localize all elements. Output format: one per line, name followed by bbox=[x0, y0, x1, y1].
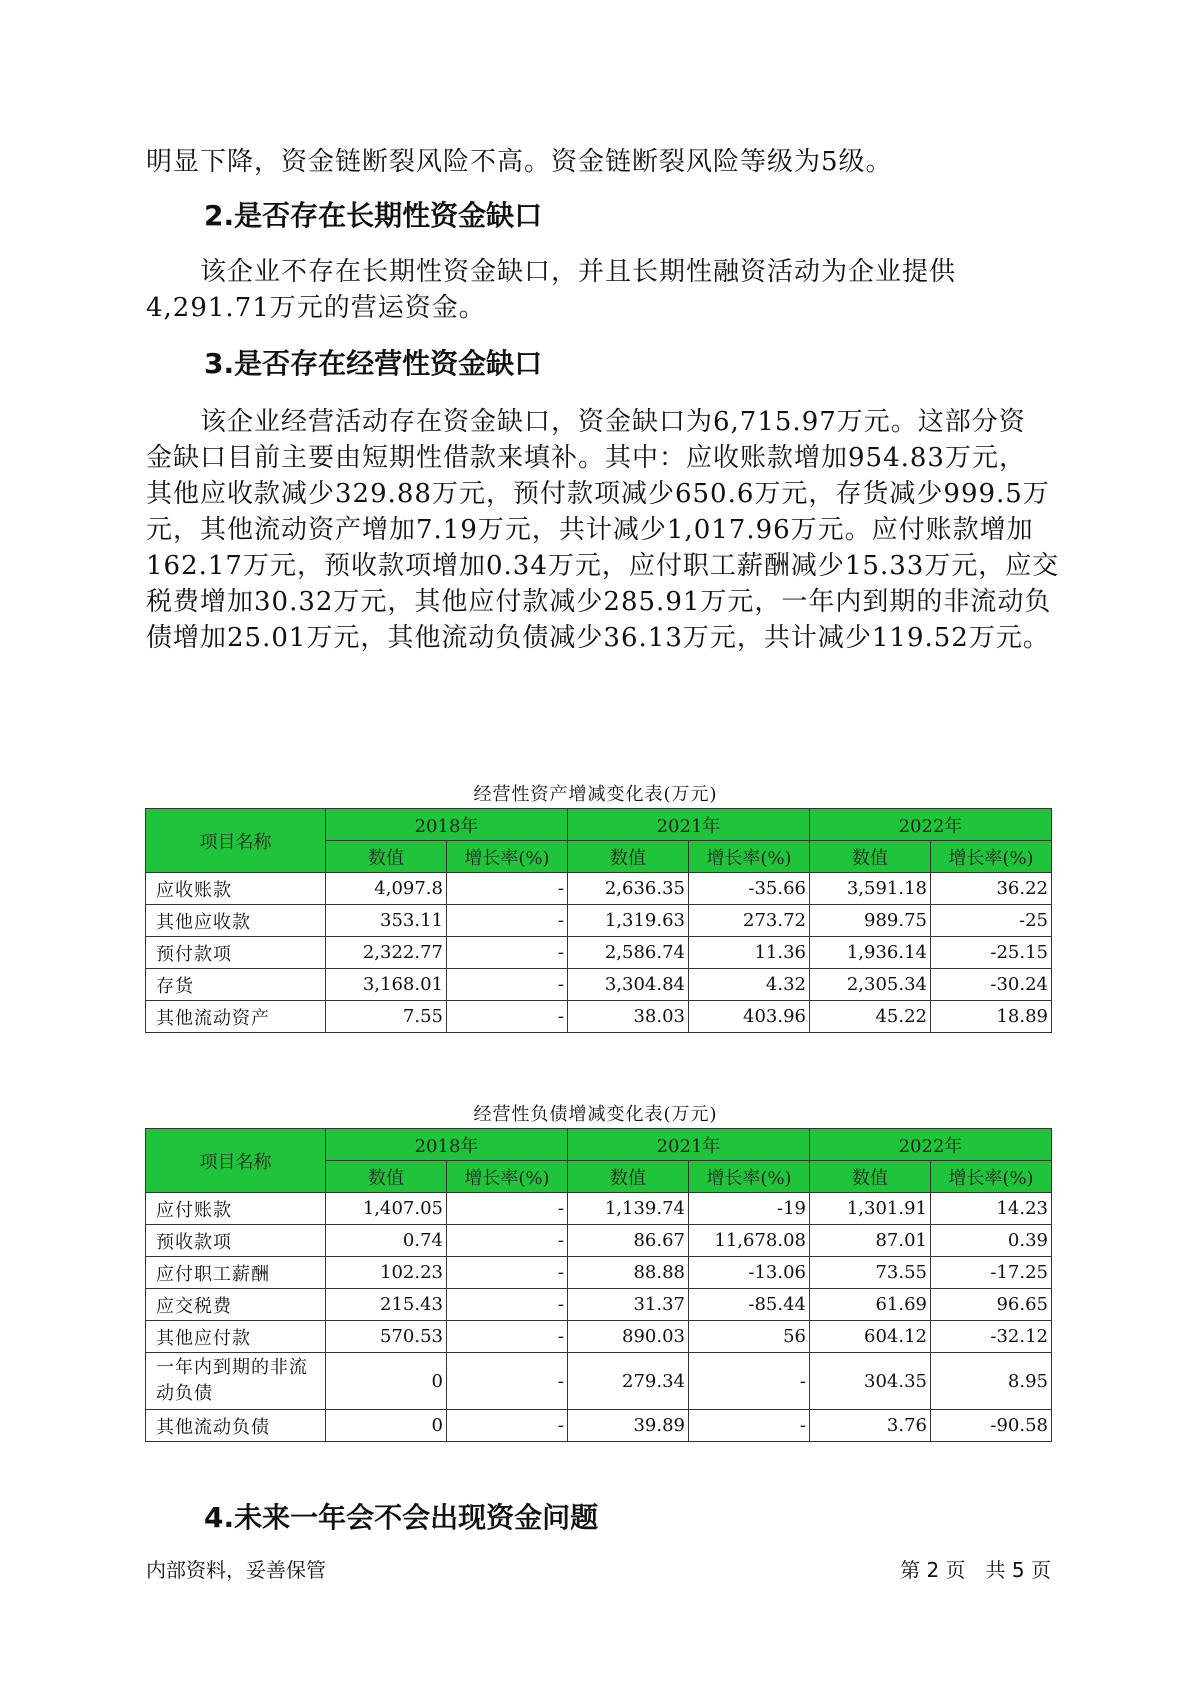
text-line: 该企业不存在长期性资金缺口，并且长期性融资活动为企业提供 bbox=[146, 257, 957, 287]
cell-growth-rate: 56 bbox=[689, 1321, 810, 1353]
cell-growth-rate: - bbox=[689, 1410, 810, 1442]
text-line: 明显下降，资金链断裂风险不高。资金链断裂风险等级为5级。 bbox=[146, 147, 893, 177]
header-year: 2021年 bbox=[568, 1129, 810, 1161]
table-row bbox=[146, 1321, 1052, 1353]
cell-value: 890.03 bbox=[568, 1321, 689, 1353]
header-growth: 增长率(%) bbox=[447, 1161, 568, 1193]
section-heading-3: 3.是否存在经营性资金缺口 bbox=[204, 347, 543, 380]
row-item-name: 存货 bbox=[146, 969, 326, 1001]
cell-growth-rate: - bbox=[447, 1353, 568, 1410]
footer-confidential-note: 内部资料，妥善保管 bbox=[146, 1558, 326, 1582]
header-value: 数值 bbox=[568, 841, 689, 873]
cell-growth-rate: - bbox=[447, 1257, 568, 1289]
cell-value: 2,305.34 bbox=[810, 969, 931, 1001]
liabilities-table bbox=[145, 1128, 1052, 1442]
table-row bbox=[146, 937, 1052, 969]
cell-growth-rate: 11,678.08 bbox=[689, 1225, 810, 1257]
cell-growth-rate: - bbox=[447, 1289, 568, 1321]
row-item-name: 其他流动负债 bbox=[146, 1410, 326, 1442]
assets-table-caption: 经营性资产增减变化表(万元) bbox=[473, 784, 718, 805]
table-row bbox=[146, 1001, 1052, 1033]
text-line: 元，其他流动资产增加7.19万元，共计减少1,017.96万元。应付账款增加 bbox=[146, 515, 1034, 545]
cell-growth-rate: 96.65 bbox=[931, 1289, 1052, 1321]
cell-value: 3,591.18 bbox=[810, 873, 931, 905]
cell-growth-rate: - bbox=[447, 937, 568, 969]
cell-value: 2,636.35 bbox=[568, 873, 689, 905]
header-year: 2022年 bbox=[810, 1129, 1052, 1161]
section-heading-4: 4.未来一年会不会出现资金问题 bbox=[204, 1501, 599, 1534]
section-heading-2: 2.是否存在长期性资金缺口 bbox=[204, 199, 543, 232]
cell-value: 1,319.63 bbox=[568, 905, 689, 937]
row-item-name: 其他应收款 bbox=[146, 905, 326, 937]
cell-growth-rate: - bbox=[447, 1321, 568, 1353]
header-year: 2021年 bbox=[568, 809, 810, 841]
header-item-name: 项目名称 bbox=[146, 809, 326, 873]
cell-value: 0 bbox=[326, 1353, 447, 1410]
cell-growth-rate: -25 bbox=[931, 905, 1052, 937]
cell-value: 3,304.84 bbox=[568, 969, 689, 1001]
cell-growth-rate: -90.58 bbox=[931, 1410, 1052, 1442]
cell-value: 1,407.05 bbox=[326, 1193, 447, 1225]
table-row bbox=[146, 1289, 1052, 1321]
cell-value: 1,301.91 bbox=[810, 1193, 931, 1225]
header-growth: 增长率(%) bbox=[931, 1161, 1052, 1193]
cell-growth-rate: - bbox=[447, 1001, 568, 1033]
cell-value: 0.74 bbox=[326, 1225, 447, 1257]
cell-growth-rate: 11.36 bbox=[689, 937, 810, 969]
row-item-name: 其他流动资产 bbox=[146, 1001, 326, 1033]
header-growth: 增长率(%) bbox=[931, 841, 1052, 873]
cell-growth-rate: - bbox=[447, 969, 568, 1001]
text-line: 其他应收款减少329.88万元，预付款项减少650.6万元，存货减少999.5万 bbox=[146, 479, 1050, 509]
cell-value: 4,097.8 bbox=[326, 873, 447, 905]
cell-value: 604.12 bbox=[810, 1321, 931, 1353]
cell-growth-rate: 0.39 bbox=[931, 1225, 1052, 1257]
cell-value: 353.11 bbox=[326, 905, 447, 937]
cell-value: 279.34 bbox=[568, 1353, 689, 1410]
cell-value: 38.03 bbox=[568, 1001, 689, 1033]
text-line: 税费增加30.32万元，其他应付款减少285.91万元，一年内到期的非流动负 bbox=[146, 587, 1052, 617]
header-year: 2022年 bbox=[810, 809, 1052, 841]
cell-growth-rate: 4.32 bbox=[689, 969, 810, 1001]
row-item-name: 应付账款 bbox=[146, 1193, 326, 1225]
cell-value: 304.35 bbox=[810, 1353, 931, 1410]
cell-value: 3,168.01 bbox=[326, 969, 447, 1001]
cell-growth-rate: 18.89 bbox=[931, 1001, 1052, 1033]
cell-growth-rate: 403.96 bbox=[689, 1001, 810, 1033]
cell-value: 87.01 bbox=[810, 1225, 931, 1257]
table-row bbox=[146, 1353, 1052, 1410]
cell-growth-rate: - bbox=[447, 873, 568, 905]
cell-value: 86.67 bbox=[568, 1225, 689, 1257]
cell-value: 0 bbox=[326, 1410, 447, 1442]
paragraph-2 bbox=[146, 254, 1046, 326]
row-item-name: 应付职工薪酬 bbox=[146, 1257, 326, 1289]
header-value: 数值 bbox=[810, 1161, 931, 1193]
header-value: 数值 bbox=[326, 841, 447, 873]
paragraph-3 bbox=[146, 404, 1060, 656]
cell-value: 989.75 bbox=[810, 905, 931, 937]
table-row bbox=[146, 1225, 1052, 1257]
table-row bbox=[146, 1410, 1052, 1442]
cell-growth-rate: - bbox=[447, 1410, 568, 1442]
table-row bbox=[146, 905, 1052, 937]
header-value: 数值 bbox=[326, 1161, 447, 1193]
cell-value: 1,936.14 bbox=[810, 937, 931, 969]
cell-value: 570.53 bbox=[326, 1321, 447, 1353]
paragraph-1 bbox=[146, 144, 1046, 180]
header-value: 数值 bbox=[810, 841, 931, 873]
cell-growth-rate: -25.15 bbox=[931, 937, 1052, 969]
footer-page-number: 第 2 页 共 5 页 bbox=[900, 1558, 1051, 1582]
liabilities-table-caption: 经营性负债增减变化表(万元) bbox=[473, 1104, 718, 1125]
cell-growth-rate: - bbox=[689, 1353, 810, 1410]
cell-value: 88.88 bbox=[568, 1257, 689, 1289]
cell-growth-rate: -85.44 bbox=[689, 1289, 810, 1321]
table-row bbox=[146, 1193, 1052, 1225]
table-row bbox=[146, 969, 1052, 1001]
header-growth: 增长率(%) bbox=[689, 841, 810, 873]
text-line: 金缺口目前主要由短期性借款来填补。其中：应收账款增加954.83万元， bbox=[146, 443, 1026, 473]
cell-growth-rate: 273.72 bbox=[689, 905, 810, 937]
cell-value: 7.55 bbox=[326, 1001, 447, 1033]
text-line: 162.17万元，预收款项增加0.34万元，应付职工薪酬减少15.33万元，应交 bbox=[146, 551, 1060, 581]
text-line: 该企业经营活动存在资金缺口，资金缺口为6,715.97万元。这部分资 bbox=[146, 407, 1026, 437]
cell-value: 45.22 bbox=[810, 1001, 931, 1033]
row-item-name: 其他应付款 bbox=[146, 1321, 326, 1353]
cell-growth-rate: - bbox=[447, 1193, 568, 1225]
cell-growth-rate: 8.95 bbox=[931, 1353, 1052, 1410]
row-item-name: 预收款项 bbox=[146, 1225, 326, 1257]
header-year: 2018年 bbox=[326, 1129, 568, 1161]
header-year: 2018年 bbox=[326, 809, 568, 841]
header-growth: 增长率(%) bbox=[447, 841, 568, 873]
cell-growth-rate: - bbox=[447, 905, 568, 937]
cell-growth-rate: -35.66 bbox=[689, 873, 810, 905]
header-item-name: 项目名称 bbox=[146, 1129, 326, 1193]
text-line: 债增加25.01万元，其他流动负债减少36.13万元，共计减少119.52万元。 bbox=[146, 623, 1050, 653]
cell-value: 3.76 bbox=[810, 1410, 931, 1442]
cell-value: 61.69 bbox=[810, 1289, 931, 1321]
table-row bbox=[146, 873, 1052, 905]
cell-value: 102.23 bbox=[326, 1257, 447, 1289]
cell-growth-rate: -32.12 bbox=[931, 1321, 1052, 1353]
cell-growth-rate: -30.24 bbox=[931, 969, 1052, 1001]
cell-growth-rate: 14.23 bbox=[931, 1193, 1052, 1225]
cell-value: 2,322.77 bbox=[326, 937, 447, 969]
cell-value: 215.43 bbox=[326, 1289, 447, 1321]
row-item-name: 应交税费 bbox=[146, 1289, 326, 1321]
cell-value: 31.37 bbox=[568, 1289, 689, 1321]
header-growth: 增长率(%) bbox=[689, 1161, 810, 1193]
cell-growth-rate: -17.25 bbox=[931, 1257, 1052, 1289]
cell-value: 1,139.74 bbox=[568, 1193, 689, 1225]
row-item-name: 一年内到期的非流动负债 bbox=[146, 1353, 326, 1410]
cell-growth-rate: 36.22 bbox=[931, 873, 1052, 905]
assets-table bbox=[145, 808, 1052, 1033]
cell-growth-rate: -13.06 bbox=[689, 1257, 810, 1289]
header-value: 数值 bbox=[568, 1161, 689, 1193]
text-line: 4,291.71万元的营运资金。 bbox=[146, 293, 486, 323]
cell-value: 39.89 bbox=[568, 1410, 689, 1442]
cell-growth-rate: -19 bbox=[689, 1193, 810, 1225]
cell-growth-rate: - bbox=[447, 1225, 568, 1257]
row-item-name: 预付款项 bbox=[146, 937, 326, 969]
cell-value: 2,586.74 bbox=[568, 937, 689, 969]
cell-value: 73.55 bbox=[810, 1257, 931, 1289]
table-row bbox=[146, 1257, 1052, 1289]
row-item-name: 应收账款 bbox=[146, 873, 326, 905]
